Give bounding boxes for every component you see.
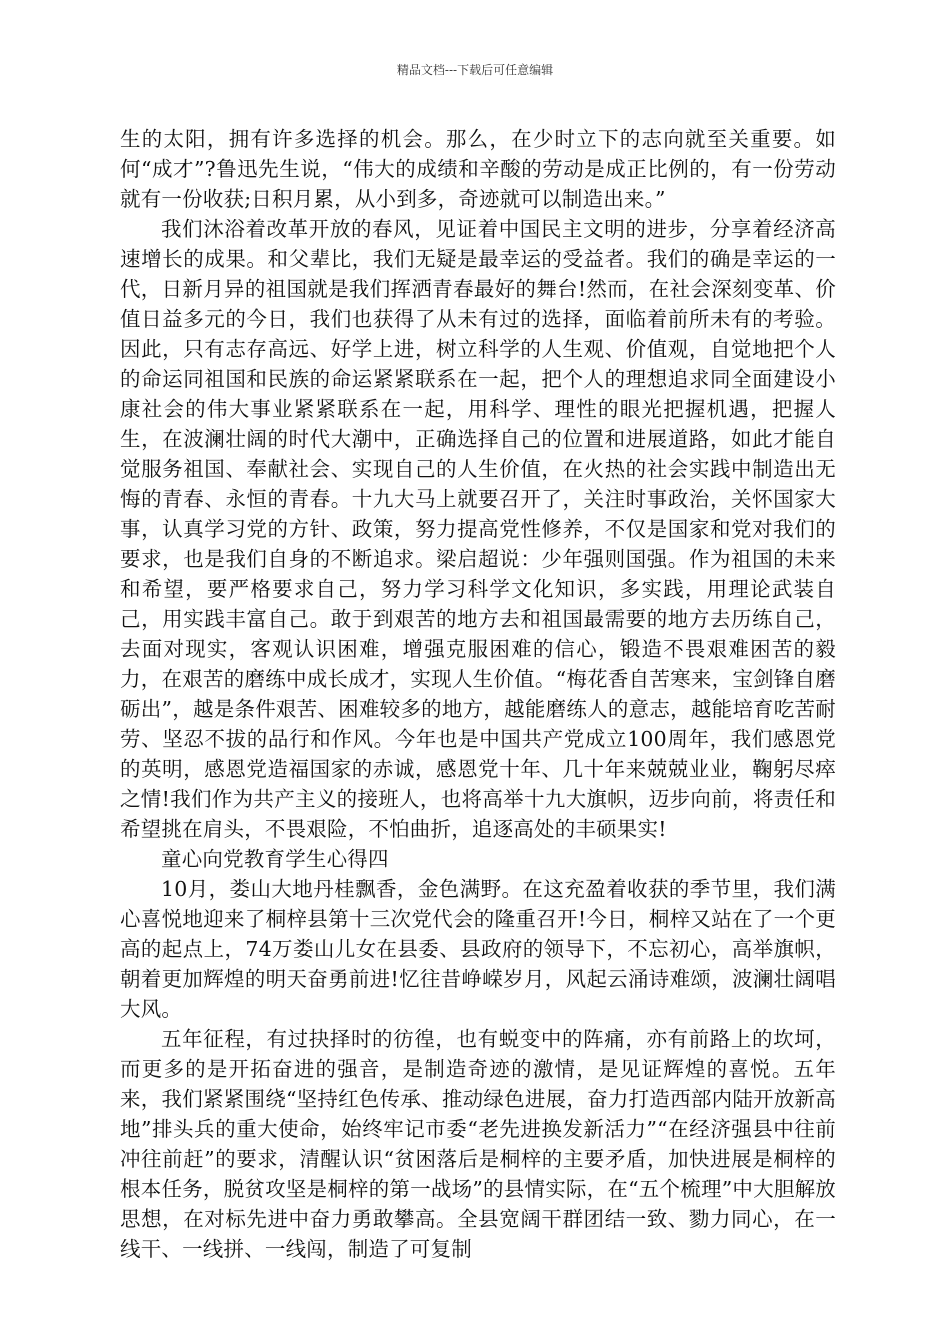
paragraph-2: 我们沐浴着改革开放的春风，见证着中国民主文明的进步，分享着经济高速增长的成果。和父辈比，我们无疑是最幸运的受益者。我们的确是幸运的一代，日新月异的祖国就是我们挥洒青春最好的舞台!然而，在社会深刻变革、价值日益多元的今日，我们也获得了从未有过的选择，面临着前所未有的考验。因此，只有志存高远、好学上进，树立科学的人生观、价值观，自觉地把个人的命运同祖国和民族的命运紧紧联系在一起，把个人的理想追求同全面建设小康社会的伟大事业紧紧联系在一起，用科学、理性的眼光把握机遇，把握人生，在波澜壮阔的时代大潮中，正确选择自己的位置和进展道路，如此才能自觉服务祖国、奉献社会、实现自己的人生价值，在火热的社会实践中制造出无悔的青春、永恒的青春。十九大马上就要召开了，关注时事政治，关怀国家大事，认真学习党的方针、政策，努力提高党性修养，不仅是国家和党对我们的要求，也是我们自身的不断追求。梁启超说：少年强则国强。作为祖国的未来和希望，要严格要求自己，努力学习科学文化知识，多实践，用理论武装自己，用实践丰富自己。敢于到艰苦的地方去和祖国最需要的地方去历练自己，去面对现实，客观认识困难，增强克服困难的信心，锻造不畏艰难困苦的毅力，在艰苦的磨练中成长成才，实现人生价值。“梅花香自苦寒来，宝剑锋自磨砺出”，越是条件艰苦、困难较多的地方，越能磨练人的意志，越能培育吃苦耐劳、坚忍不拔的品行和作风。今年也是中国共产党成立100周年，我们感恩党的英明，感恩党造福国家的赤诚，感恩党十年、几十年来兢兢业业，鞠躬尽瘁之情!我们作为共产主义的接班人，也将高举十九大旗帜，迈步向前，将责任和希望挑在肩头，不畏艰险，不怕曲折，追逐高处的丰硕果实! bbox=[120, 217, 836, 841]
document-body bbox=[120, 124, 836, 1264]
page-header: 精品文档---下载后可任意编辑 bbox=[396, 63, 554, 77]
paragraph-3: 10月，娄山大地丹桂飘香，金色满野。在这充盈着收获的季节里，我们满心喜悦地迎来了桐梓县第十三次党代会的隆重召开!今日，桐梓又站在了一个更高的起点上，74万娄山儿女在县委、县政府的领导下，不忘初心，高举旗帜，朝着更加辉煌的明天奋勇前进!忆往昔峥嵘岁月，风起云涌诗难颂，波澜壮阔唱大风。 bbox=[120, 877, 836, 1021]
paragraph-1: 生的太阳，拥有许多选择的机会。那么，在少时立下的志向就至关重要。如何“成才”?鲁迅先生说，“伟大的成绩和辛酸的劳动是成正比例的，有一份劳动就有一份收获;日积月累，从小到多，奇迹就可以制造出来。” bbox=[120, 127, 836, 211]
paragraph-4: 五年征程，有过抉择时的彷徨，也有蜕变中的阵痛，亦有前路上的坎坷，而更多的是开拓奋进的强音，是制造奇迹的激情，是见证辉煌的喜悦。五年来，我们紧紧围绕“坚持红色传承、推动绿色进展，奋力打造西部内陆开放新高地”排头兵的重大使命，始终牢记市委“老先进换发新活力”“在经济强县中往前冲往前赶”的要求，清醒认识“贫困落后是桐梓的主要矛盾，加快进展是桐梓的根本任务，脱贫攻坚是桐梓的第一战场”的县情实际，在“五个梳理”中大胆解放思想，在对标先进中奋力勇敢攀高。全县宽阔干群团结一致、勠力同心，在一线干、一线拼、一线闯，制造了可复制 bbox=[120, 1027, 836, 1261]
section-heading: 童心向党教育学生心得四 bbox=[161, 847, 389, 871]
